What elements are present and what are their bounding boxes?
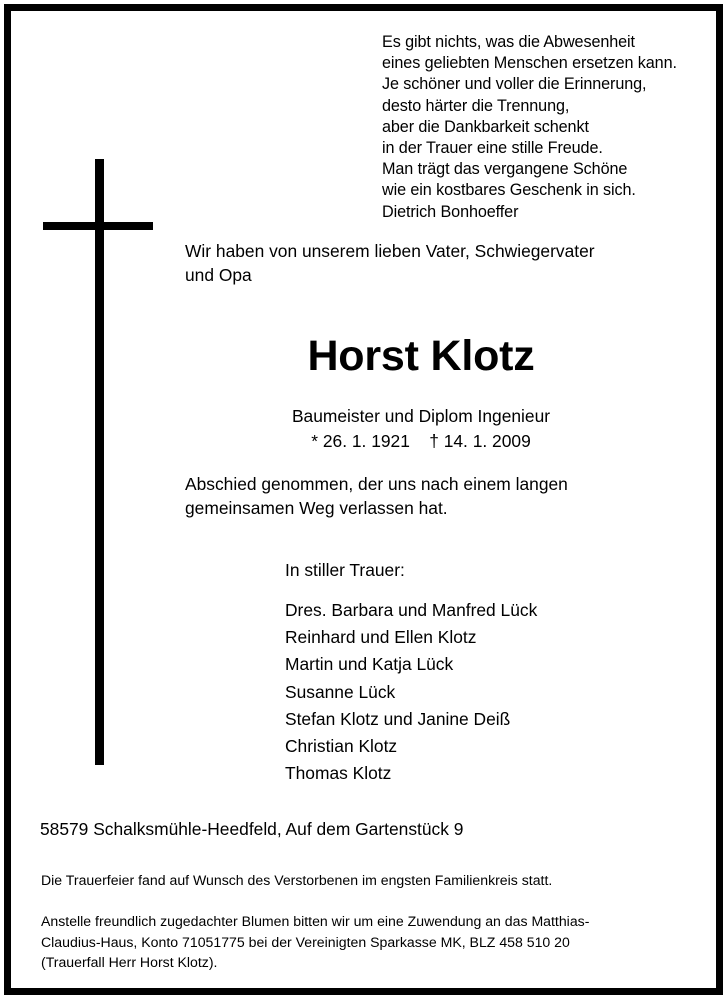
donation-note-line: Claudius-Haus, Konto 71051775 bei der Vereinigten Sparkasse MK, BLZ 458 510 20 [41, 933, 570, 950]
mourner-name: Reinhard und Ellen Klotz [285, 627, 477, 648]
family-address: 58579 Schalksmühle-Heedfeld, Auf dem Gartenstück 9 [40, 819, 464, 839]
deceased-dates: * 26. 1. 1921 † 14. 1. 2009 [311, 431, 531, 451]
poem-line: eines geliebten Menschen ersetzen kann. [382, 54, 677, 73]
farewell-line: Abschied genommen, der uns nach einem langen [185, 474, 568, 494]
mourner-name: Susanne Lück [285, 681, 396, 702]
deceased-name: Horst Klotz [307, 332, 535, 380]
farewell-line: gemeinsamen Weg verlassen hat. [185, 497, 448, 518]
announcement-intro-line: und Opa [185, 264, 252, 285]
farewell-text [185, 473, 665, 520]
mourner-name: Dres. Barbara und Manfred Lück [285, 600, 538, 620]
mourners-list [285, 597, 537, 787]
mourners-heading: In stiller Trauer: [285, 560, 405, 580]
mourner-name: Stefan Klotz und Janine Deiß [285, 708, 511, 729]
poem-line: in der Trauer eine stille Freude. [382, 139, 603, 158]
donation-note-line: (Trauerfall Herr Horst Klotz). [41, 954, 218, 970]
mourner-name: Christian Klotz [285, 736, 398, 757]
poem-line: Je schöner und voller die Erinnerung, [382, 75, 647, 94]
donation-note-line: Anstelle freundlich zugedachter Blumen bitten wir um eine Zuwendung an das Matthias- [41, 913, 590, 929]
mourner-name: Martin und Katja Lück [285, 654, 454, 675]
notice-border-frame [4, 4, 723, 995]
deceased-profession: Baumeister und Diplom Ingenieur [291, 406, 551, 426]
announcement-intro-line: Wir haben von unserem lieben Vater, Schwiegervater [185, 241, 595, 261]
poem-line: Man trägt das vergangene Schöne [382, 160, 628, 179]
cross-icon-horizontal-bar [43, 222, 153, 230]
donation-request-note [41, 911, 696, 973]
funeral-service-note: Die Trauerfeier fand auf Wunsch des Verstorbenen im engsten Familienkreis statt. [41, 872, 553, 888]
announcement-intro [185, 240, 655, 287]
memorial-poem [382, 32, 712, 223]
poem-line: desto härter die Trennung, [382, 96, 570, 115]
poem-line: wie ein kostbares Geschenk in sich. [382, 181, 636, 200]
poem-line: aber die Dankbarkeit schenkt [382, 117, 589, 136]
cross-icon-vertical-bar [95, 159, 104, 765]
poem-author: Dietrich Bonhoeffer [382, 202, 519, 221]
mourner-name: Thomas Klotz [285, 763, 392, 784]
poem-line: Es gibt nichts, was die Abwesenheit [382, 33, 635, 51]
